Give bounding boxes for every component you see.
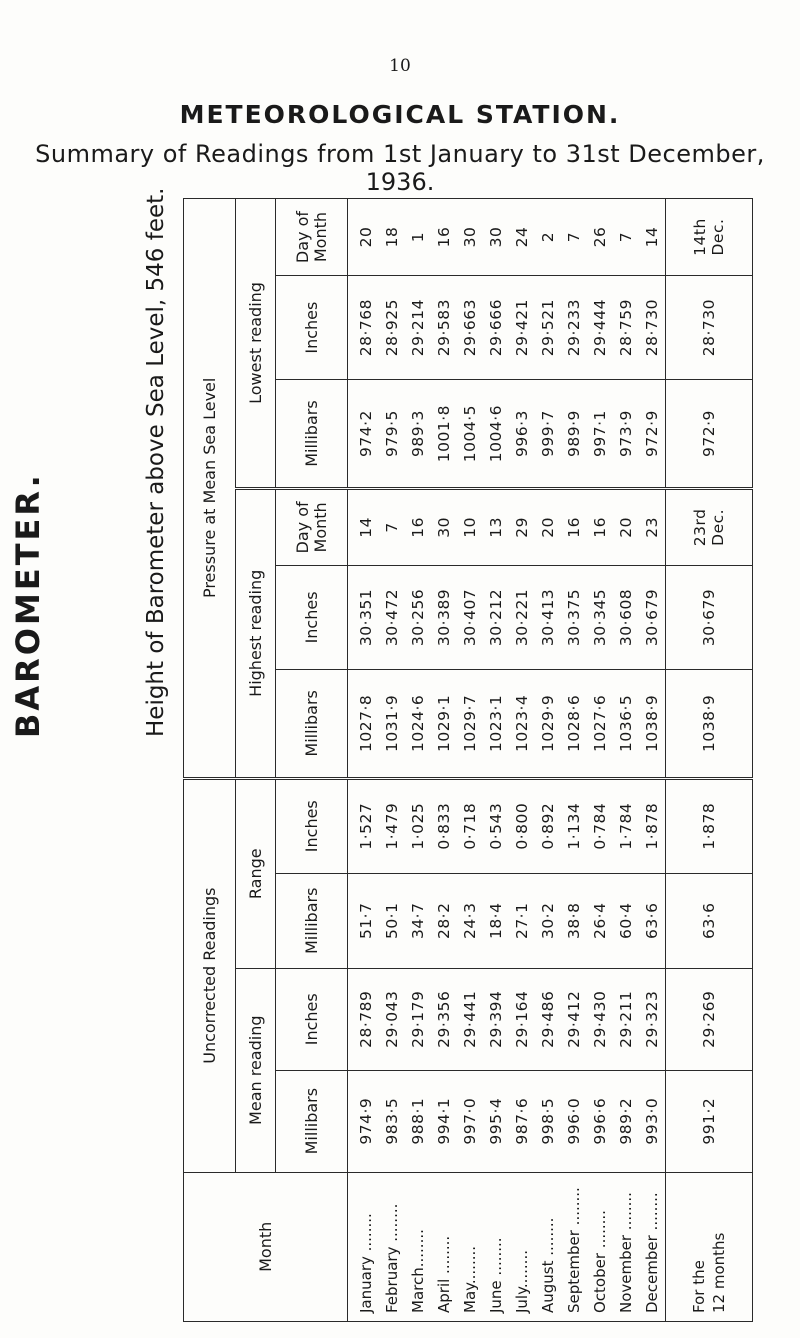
- highest-millibars-cell: 1031·9: [379, 670, 405, 779]
- mean-inches-cell: 29·394: [483, 968, 509, 1070]
- highest-inches-cell: 30·351: [348, 565, 380, 669]
- highest-day-cell: 16: [405, 488, 431, 565]
- summary-heading: Summary of Readings from 1st January to 31st December,: [35, 140, 765, 168]
- total-mean-mb: 991·2: [666, 1070, 753, 1172]
- mean-millibars-cell: 993·0: [639, 1070, 666, 1172]
- highest-millibars-cell: 1029·9: [535, 670, 561, 779]
- lowest-inches-cell: 28·768: [348, 276, 380, 380]
- mean-millibars-cell: 998·5: [535, 1070, 561, 1172]
- page-number: 10: [389, 56, 411, 76]
- lowest-millibars-cell: 974·2: [348, 380, 380, 489]
- range-millibars-cell: 51·7: [348, 873, 380, 968]
- lowest-inches-cell: 29·214: [405, 276, 431, 380]
- highest-inches-cell: 30·679: [639, 565, 666, 669]
- lowest-day-cell: 16: [431, 199, 457, 276]
- range-millibars-cell: 50·1: [379, 873, 405, 968]
- month-cell: August ........: [535, 1172, 561, 1321]
- highest-millibars-cell: 1023·4: [509, 670, 535, 779]
- lowest-millibars-cell: 1001·8: [431, 380, 457, 489]
- month-row: [509, 199, 535, 1322]
- total-range-mb: 63·6: [666, 873, 753, 968]
- lowest-inches-cell: 29·583: [431, 276, 457, 380]
- highest-day-cell: 7: [379, 488, 405, 565]
- lowest-millibars-cell: 999·7: [535, 380, 561, 489]
- lowest-millibars-cell: 973·9: [613, 380, 639, 489]
- mean-millibars-cell: 996·0: [561, 1070, 587, 1172]
- highest-day-cell: 20: [535, 488, 561, 565]
- range-millibars-cell: 63·6: [639, 873, 666, 968]
- lowest-day-cell: 1: [405, 199, 431, 276]
- mean-inches-cell: 29·211: [613, 968, 639, 1070]
- month-row: [587, 199, 613, 1322]
- highest-inches-cell: 30·212: [483, 565, 509, 669]
- uncorrected-header: Uncorrected Readings: [184, 778, 236, 1172]
- highest-millibars-cell: 1036·5: [613, 670, 639, 779]
- mean-millibars-header: Millibars: [276, 1070, 348, 1172]
- lowest-day-cell: 26: [587, 199, 613, 276]
- total-high-mb: 1038·9: [666, 670, 753, 779]
- range-inches-cell: 0·833: [431, 778, 457, 873]
- range-inches-cell: 0·892: [535, 778, 561, 873]
- highest-inches-cell: 30·608: [613, 565, 639, 669]
- mean-inches-cell: 29·164: [509, 968, 535, 1070]
- highest-day-cell: 30: [431, 488, 457, 565]
- lowest-millibars-cell: 979·5: [379, 380, 405, 489]
- month-cell: April ........: [431, 1172, 457, 1321]
- highest-reading-header: Highest reading: [236, 488, 276, 778]
- month-row: [561, 199, 587, 1322]
- mean-millibars-cell: 997·0: [457, 1070, 483, 1172]
- total-low-mb: 972·9: [666, 380, 753, 489]
- lowest-inches-cell: 28·759: [613, 276, 639, 380]
- highest-inches-cell: 30·256: [405, 565, 431, 669]
- range-inches-cell: 0·800: [509, 778, 535, 873]
- lowest-inches-cell: 29·421: [509, 276, 535, 380]
- mean-inches-header: Inches: [276, 968, 348, 1070]
- low-inches-header: Inches: [276, 276, 348, 380]
- mean-millibars-cell: 989·2: [613, 1070, 639, 1172]
- range-inches-cell: 0·718: [457, 778, 483, 873]
- lowest-day-cell: 20: [348, 199, 380, 276]
- total-high-day-line2: Dec.: [709, 508, 727, 546]
- lowest-inches-cell: 28·730: [639, 276, 666, 380]
- range-millibars-cell: 27·1: [509, 873, 535, 968]
- highest-millibars-cell: 1027·6: [587, 670, 613, 779]
- month-row: [379, 199, 405, 1322]
- range-inches-cell: 1·134: [561, 778, 587, 873]
- month-row: [613, 199, 639, 1322]
- range-inches-cell: 1·025: [405, 778, 431, 873]
- mean-inches-cell: 29·356: [431, 968, 457, 1070]
- range-millibars-cell: 24·3: [457, 873, 483, 968]
- mean-inches-cell: 29·323: [639, 968, 666, 1070]
- highest-day-cell: 23: [639, 488, 666, 565]
- range-millibars-cell: 18·4: [483, 873, 509, 968]
- highest-day-cell: 29: [509, 488, 535, 565]
- lowest-day-cell: 7: [613, 199, 639, 276]
- highest-inches-cell: 30·389: [431, 565, 457, 669]
- highest-day-cell: 10: [457, 488, 483, 565]
- lowest-millibars-cell: 996·3: [509, 380, 535, 489]
- year-heading: 1936.: [365, 168, 435, 196]
- month-row: [483, 199, 509, 1322]
- pressure-header: Pressure at Mean Sea Level: [184, 199, 236, 779]
- highest-inches-cell: 30·413: [535, 565, 561, 669]
- mean-millibars-cell: 994·1: [431, 1070, 457, 1172]
- total-high-day-line1: 23rd: [691, 508, 709, 547]
- highest-inches-cell: 30·221: [509, 565, 535, 669]
- month-row: [348, 199, 380, 1322]
- mean-inches-cell: 29·486: [535, 968, 561, 1070]
- lowest-day-cell: 2: [535, 199, 561, 276]
- total-low-in: 28·730: [666, 276, 753, 380]
- mean-millibars-cell: 988·1: [405, 1070, 431, 1172]
- range-millibars-cell: 28·2: [431, 873, 457, 968]
- low-millibars-header: Millibars: [276, 380, 348, 489]
- mean-inches-cell: 29·179: [405, 968, 431, 1070]
- highest-day-cell: 14: [348, 488, 380, 565]
- range-inches-cell: 1·878: [639, 778, 666, 873]
- month-cell: September ........: [561, 1172, 587, 1321]
- highest-inches-cell: 30·407: [457, 565, 483, 669]
- highest-millibars-cell: 1024·6: [405, 670, 431, 779]
- annual-total-row: [666, 199, 753, 1322]
- highest-day-cell: 20: [613, 488, 639, 565]
- page-title: METEOROLOGICAL STATION.: [179, 100, 621, 129]
- barometer-height-note: Height of Barometer above Sea Level, 546 feet.: [143, 187, 169, 737]
- lowest-inches-cell: 29·444: [587, 276, 613, 380]
- range-millibars-cell: 26·4: [587, 873, 613, 968]
- mean-reading-header: Mean reading: [236, 968, 276, 1172]
- month-cell: March........: [405, 1172, 431, 1321]
- range-inches-cell: 1·784: [613, 778, 639, 873]
- highest-millibars-cell: 1028·6: [561, 670, 587, 779]
- mean-inches-cell: 29·430: [587, 968, 613, 1070]
- total-low-day-line2: Dec.: [709, 218, 727, 256]
- total-label-line1: For the: [690, 1260, 708, 1313]
- month-cell: June ........: [483, 1172, 509, 1321]
- highest-millibars-cell: 1029·7: [457, 670, 483, 779]
- lowest-day-cell: 30: [483, 199, 509, 276]
- lowest-inches-cell: 29·233: [561, 276, 587, 380]
- range-inches-cell: 0·543: [483, 778, 509, 873]
- mean-inches-cell: 29·412: [561, 968, 587, 1070]
- highest-day-cell: 16: [587, 488, 613, 565]
- high-millibars-header: Millibars: [276, 670, 348, 779]
- mean-millibars-cell: 987·6: [509, 1070, 535, 1172]
- high-day-header: Day of Month: [276, 488, 348, 565]
- month-cell: December ........: [639, 1172, 666, 1321]
- barometer-title: BAROMETER.: [9, 472, 47, 738]
- lowest-day-cell: 24: [509, 199, 535, 276]
- month-cell: February ........: [379, 1172, 405, 1321]
- lowest-millibars-cell: 1004·6: [483, 380, 509, 489]
- total-high-in: 30·679: [666, 565, 753, 669]
- month-row: [431, 199, 457, 1322]
- range-inches-cell: 0·784: [587, 778, 613, 873]
- highest-day-cell: 16: [561, 488, 587, 565]
- month-row: [639, 199, 666, 1322]
- month-row: [535, 199, 561, 1322]
- lowest-millibars-cell: 1004·5: [457, 380, 483, 489]
- range-millibars-cell: 38·8: [561, 873, 587, 968]
- month-row: [405, 199, 431, 1322]
- lowest-millibars-cell: 989·3: [405, 380, 431, 489]
- month-row: [457, 199, 483, 1322]
- lowest-inches-cell: 28·925: [379, 276, 405, 380]
- lowest-reading-header: Lowest reading: [236, 199, 276, 489]
- range-millibars-header: Millibars: [276, 873, 348, 968]
- highest-millibars-cell: 1023·1: [483, 670, 509, 779]
- lowest-inches-cell: 29·663: [457, 276, 483, 380]
- total-low-day: [666, 199, 753, 276]
- total-mean-in: 29·269: [666, 968, 753, 1070]
- lowest-day-cell: 30: [457, 199, 483, 276]
- lowest-inches-cell: 29·521: [535, 276, 561, 380]
- total-range-in: 1·878: [666, 778, 753, 873]
- total-high-day: [666, 488, 753, 565]
- lowest-millibars-cell: 989·9: [561, 380, 587, 489]
- range-inches-header: Inches: [276, 778, 348, 873]
- highest-day-cell: 13: [483, 488, 509, 565]
- range-millibars-cell: 34·7: [405, 873, 431, 968]
- highest-inches-cell: 30·375: [561, 565, 587, 669]
- mean-inches-cell: 28·789: [348, 968, 380, 1070]
- range-millibars-cell: 30·2: [535, 873, 561, 968]
- mean-millibars-cell: 983·5: [379, 1070, 405, 1172]
- mean-millibars-cell: 996·6: [587, 1070, 613, 1172]
- mean-millibars-cell: 974·9: [348, 1070, 380, 1172]
- highest-millibars-cell: 1029·1: [431, 670, 457, 779]
- range-header: Range: [236, 778, 276, 968]
- month-cell: November ........: [613, 1172, 639, 1321]
- mean-inches-cell: 29·441: [457, 968, 483, 1070]
- highest-inches-cell: 30·472: [379, 565, 405, 669]
- range-inches-cell: 1·479: [379, 778, 405, 873]
- total-label-line2: 12 months: [710, 1232, 728, 1313]
- highest-inches-cell: 30·345: [587, 565, 613, 669]
- month-cell: July........: [509, 1172, 535, 1321]
- highest-millibars-cell: 1038·9: [639, 670, 666, 779]
- readings-table: [183, 198, 753, 1322]
- range-inches-cell: 1·527: [348, 778, 380, 873]
- month-cell: January ........: [348, 1172, 380, 1321]
- month-header: Month: [184, 1172, 348, 1321]
- lowest-millibars-cell: 997·1: [587, 380, 613, 489]
- lowest-millibars-cell: 972·9: [639, 380, 666, 489]
- mean-millibars-cell: 995·4: [483, 1070, 509, 1172]
- month-cell: October ........: [587, 1172, 613, 1321]
- total-low-day-line1: 14th: [691, 218, 709, 256]
- mean-inches-cell: 29·043: [379, 968, 405, 1070]
- highest-millibars-cell: 1027·8: [348, 670, 380, 779]
- lowest-day-cell: 18: [379, 199, 405, 276]
- low-day-header: Day of Month: [276, 199, 348, 276]
- high-inches-header: Inches: [276, 565, 348, 669]
- total-label: [666, 1172, 753, 1321]
- month-cell: May........: [457, 1172, 483, 1321]
- range-millibars-cell: 60·4: [613, 873, 639, 968]
- lowest-day-cell: 14: [639, 199, 666, 276]
- lowest-day-cell: 7: [561, 199, 587, 276]
- readings-table-rotated: [183, 198, 728, 1322]
- lowest-inches-cell: 29·666: [483, 276, 509, 380]
